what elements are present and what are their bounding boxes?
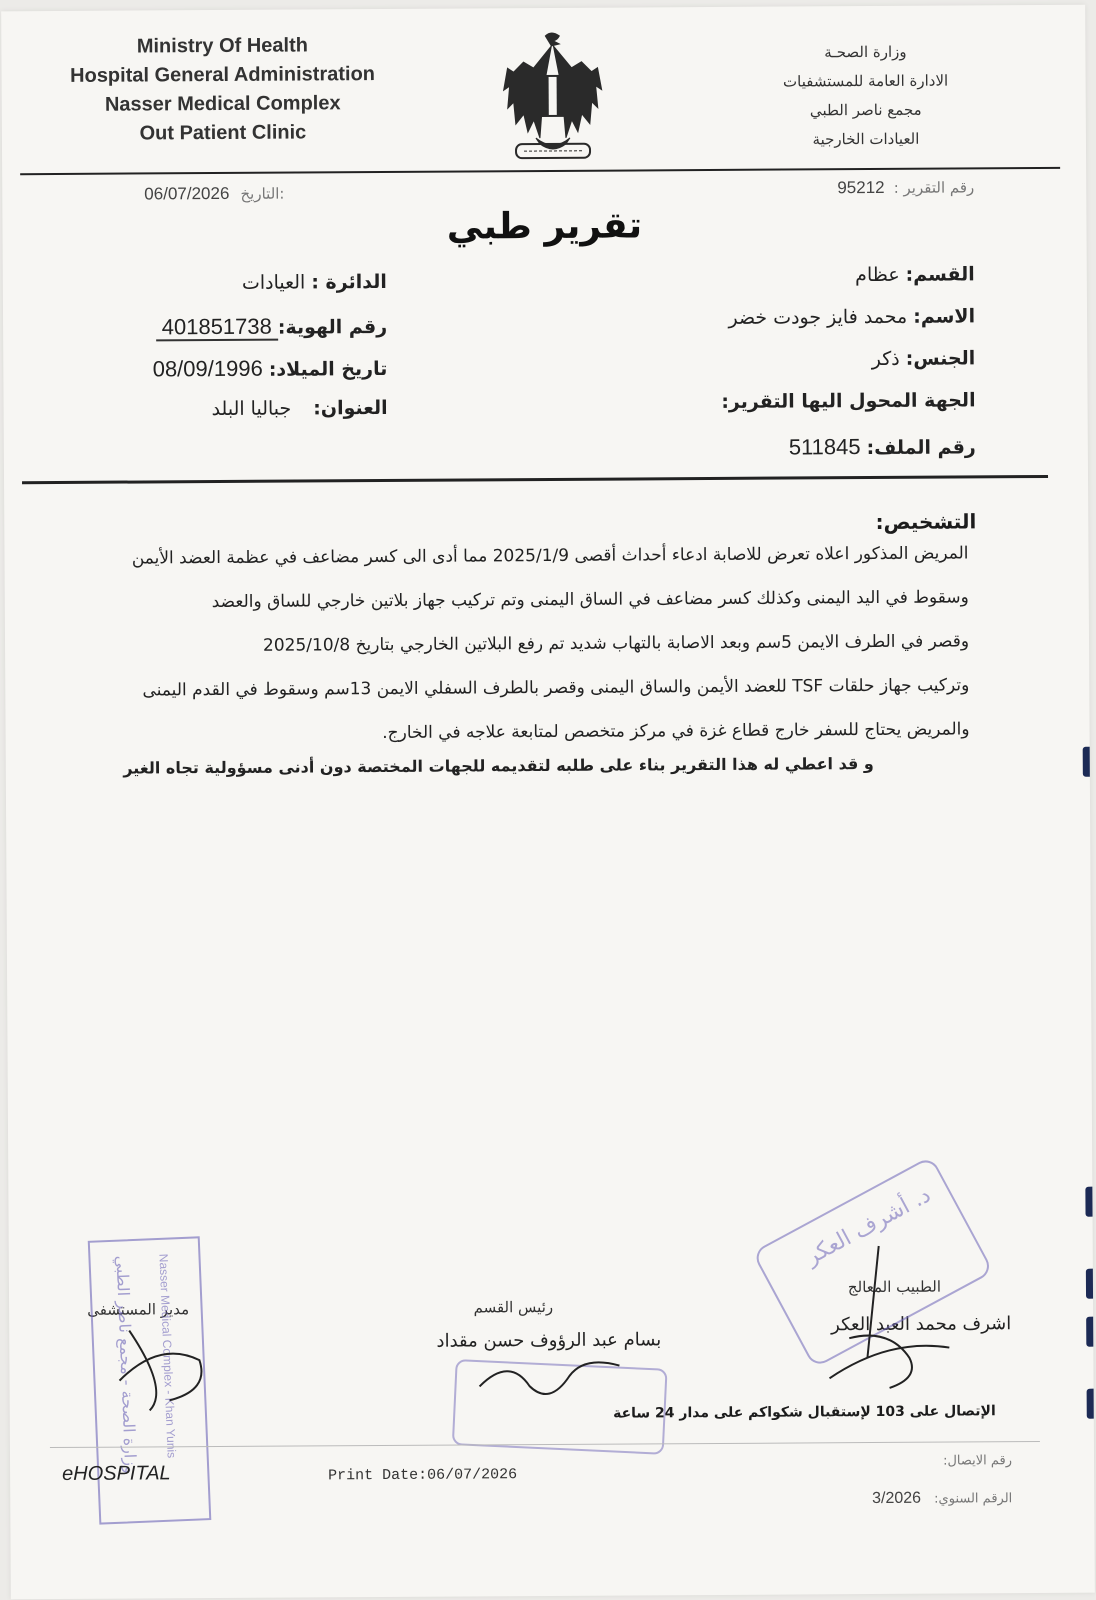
print-date (328, 1466, 517, 1484)
diagnosis-label: التشخيص: (875, 509, 977, 534)
report-date-label: التاريخ: (240, 184, 285, 203)
print-date-label: Print Date: (328, 1466, 428, 1485)
field-department-value: العيادات (241, 271, 306, 294)
field-birth-date-value: 08/09/1996 (152, 355, 263, 382)
complaints-hotline: الإتصال على 103 لإستقبال شكواكم على مدار 24 ساعة (613, 1403, 996, 1422)
print-date-value: 06/07/2026 (427, 1466, 518, 1484)
header-ministry: Ministry Of Health (136, 34, 309, 58)
report-date-value: 06/07/2026 (144, 183, 230, 204)
yearly-number-label: الرقم السنوي: (934, 1491, 1013, 1507)
field-name-value: محمد فايز جودت خضر (728, 305, 908, 329)
diagnosis-line-3: وقصر في الطرف الايمن 5سم وبعد الاصابة بالتهاب شديد تم رفع البلاتين الخارجي بتاريخ 2025/10/8 (262, 631, 970, 656)
field-address-value: جباليا البلد (211, 397, 292, 421)
fields-divider (22, 475, 1048, 484)
field-file-number-value: 511845 (788, 434, 861, 460)
header-clinic-ar: العيادات الخارجية (812, 129, 920, 149)
field-id-label: رقم الهوية: (277, 315, 388, 339)
field-referred-to (721, 389, 975, 413)
binder-tab (1085, 1187, 1092, 1217)
head-name: بسام عبد الرؤوف حسن مقداد (436, 1329, 662, 1352)
report-number (837, 177, 974, 198)
binder-tab (1083, 747, 1090, 777)
report-date (144, 184, 284, 205)
ehospital-logo-text: eHOSPITAL (62, 1462, 171, 1485)
binder-tab (1086, 1317, 1093, 1347)
head-signature-icon (469, 1346, 629, 1417)
head-title: رئيس القسم (473, 1297, 554, 1317)
field-name-label: الاسم: (913, 305, 976, 328)
header-complex-ar: مجمع ناصر الطبي (809, 100, 922, 120)
arabic-header (735, 37, 996, 155)
field-address (205, 397, 387, 420)
field-birth-date (147, 355, 388, 382)
header-administration: Hospital General Administration (70, 63, 376, 87)
field-section-label: القسم: (905, 263, 975, 286)
field-address-label: العنوان: (313, 396, 388, 420)
page-title: تقرير طبي (446, 205, 643, 248)
director-signature-icon (109, 1310, 220, 1421)
field-name (722, 305, 975, 329)
receipt-number-label: رقم الايصال: (943, 1453, 1013, 1469)
yearly-number (872, 1487, 1012, 1508)
field-file-number (783, 433, 976, 460)
english-header (57, 31, 388, 149)
header-clinic: Out Patient Clinic (139, 121, 307, 145)
field-id-number (156, 313, 388, 340)
header-administration-ar: الادارة العامة للمستشفيات (782, 71, 949, 91)
header-ministry-ar: وزارة الصحـة (824, 42, 907, 62)
diagnosis-line-4: وتركيب جهاز حلقات TSF للعضد الأيمن والساق اليمنى وقصر بالطرف السفلي الايمن 13سم وسقوط في القدم اليمنى (142, 675, 970, 701)
hospital-stamp-text: وزارة الصحة - مجمع ناصر الطبي (112, 1255, 141, 1475)
diagnosis-closing: و قد اعطي له هذا التقرير بناء على طلبه لتقديمه للجهات المختصة دون أدنى مسؤولية تجاه الغير (123, 754, 874, 778)
director-title: مدير المستشفى (87, 1300, 190, 1319)
header-complex: Nasser Medical Complex (104, 92, 341, 116)
field-gender (866, 347, 976, 370)
eagle-emblem-icon (493, 28, 612, 165)
field-department (236, 271, 387, 294)
hospital-stamp-text-en: Nasser Medical Complex - Khan Yunis (156, 1253, 179, 1459)
doctor-signature-icon (789, 1237, 990, 1398)
field-file-number-label: رقم الملف: (866, 436, 976, 460)
field-section (849, 263, 975, 286)
medical-report-page (1, 5, 1095, 1600)
field-gender-label: الجنس: (905, 347, 976, 370)
doctor-name: اشرف محمد العبد العكر (831, 1313, 1012, 1336)
yearly-number-value: 3/2026 (872, 1489, 922, 1508)
diagnosis-line-5: والمريض يحتاج للسفر خارج قطاع غزة في مركز متخصص لمتابعة علاجه في الخارج. (382, 719, 970, 744)
ehospital-logo (62, 1462, 171, 1486)
header-divider (20, 167, 1060, 175)
diagnosis-line-2: وسقوط في اليد اليمنى وكذلك كسر مضاعف في الساق اليمنى وتم تركيب جهاز بلاتين خارجي للساق والعضد (211, 587, 969, 613)
field-gender-value: ذكر (871, 347, 900, 371)
field-id-value: 401851738 (156, 314, 278, 342)
field-section-value: عظام (855, 263, 900, 287)
doctor-title: الطبيب المعالج (847, 1277, 942, 1297)
report-number-label: رقم التقرير : (893, 178, 975, 197)
field-department-label: الدائرة : (311, 270, 387, 294)
diagnosis-line-1: المريض المذكور اعلاه تعرض للاصابة ادعاء أحداث أقصى 2025/1/9 مما أدى الى كسر مضاعف في عظمة العضد الأيمن (131, 543, 969, 569)
doctor-stamp-text: د. أشرف العكر (801, 1182, 936, 1271)
binder-tab (1087, 1389, 1094, 1419)
field-referred-label: الجهة المحول اليها التقرير: (721, 389, 976, 413)
binder-tab (1086, 1269, 1093, 1299)
report-number-value: 95212 (837, 177, 885, 198)
field-birth-date-label: تاريخ الميلاد: (268, 357, 388, 381)
